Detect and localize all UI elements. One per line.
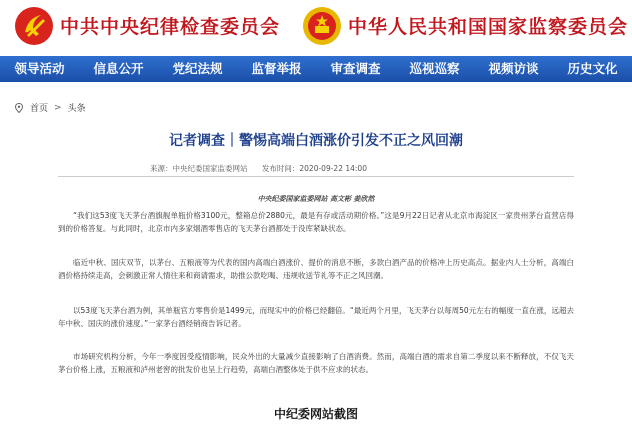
- article-paragraph-1: “我们这53度飞天茅台酒旗舰单瓶价格3100元，整箱总价2880元，最是有存或活动期价格。”这是9月22日记者从北京市海淀区一家贵州茅台直营店得到的价格答复。与此同时，北京市内多家烟酒零售店的飞天茅台酒都处于没库紧缺状态。: [58, 211, 574, 233]
- main-nav: [0, 56, 632, 82]
- nav-item-regulations[interactable]: 党纪法规: [172, 61, 223, 76]
- article-title: 记者调查｜警惕高端白酒涨价引发不正之风回潮: [169, 133, 463, 149]
- image-caption: 中纪委网站截图: [273, 407, 358, 421]
- nsc-site-title[interactable]: 中华人民共和国国家监察委员会: [348, 16, 629, 38]
- nav-item-leadership[interactable]: 领导活动: [14, 61, 65, 76]
- article-meta: [150, 163, 379, 174]
- nav-item-report[interactable]: 监督举报: [251, 61, 302, 76]
- article-date: 发布时间：2020-09-22 14:00: [261, 164, 367, 173]
- article-byline: 中央纪委国家监委网站 高文彬 姜欣然: [257, 195, 375, 203]
- site-header: [0, 0, 632, 52]
- article-source: 来源：中央纪委国家监委网站: [150, 164, 248, 173]
- breadcrumb: [14, 101, 86, 114]
- breadcrumb-current[interactable]: 头条: [67, 104, 86, 114]
- nav-item-history[interactable]: 历史文化: [567, 61, 618, 76]
- nav-item-inspection[interactable]: 巡视巡察: [409, 61, 460, 76]
- article-paragraph-3: 以53度飞天茅台酒为例，其单瓶官方零售价是1499元，而现实中的价格已经翻倍。“最近两个月里，飞天茅台以每周50元左右的幅度一直在涨，远超去年中秋、国庆的涨价速度。”一家茅台酒经销商告诉记者。: [58, 306, 574, 328]
- location-pin-icon: [14, 103, 24, 113]
- breadcrumb-separator: >: [54, 102, 62, 113]
- party-emblem-icon[interactable]: [14, 6, 54, 46]
- breadcrumb-home[interactable]: 首页: [30, 104, 49, 114]
- divider: [58, 176, 574, 177]
- article-paragraph-2: 临近中秋、国庆双节，以茅台、五粮液等为代表的国内高端白酒涨价、提价的消息不断，多款白酒产品的价格冲上历史高点。据业内人士分析，高端白酒价格持续走高，会刺激正常人情往来和商请需求，助推公款吃喝、违规收送节礼等不正之风回潮。: [58, 258, 574, 280]
- national-emblem-icon[interactable]: [302, 6, 342, 46]
- nav-item-video[interactable]: 视频访谈: [488, 61, 539, 76]
- nav-item-disclosure[interactable]: 信息公开: [93, 61, 144, 76]
- nav-item-investigation[interactable]: 审查调查: [330, 61, 381, 76]
- article-paragraph-4: 市场研究机构分析，今年一季度因受疫情影响，民众外出的大量减少直接影响了白酒消费。然而，高端白酒的需求自第二季度以来不断释放，不仅飞天茅台价格上涨，五粮液和泸州老窖的批发价也呈上行趋势，高端白酒整体处于供不应求的状态。: [58, 352, 574, 374]
- ccdi-site-title[interactable]: 中共中央纪律检查委员会: [60, 16, 281, 38]
